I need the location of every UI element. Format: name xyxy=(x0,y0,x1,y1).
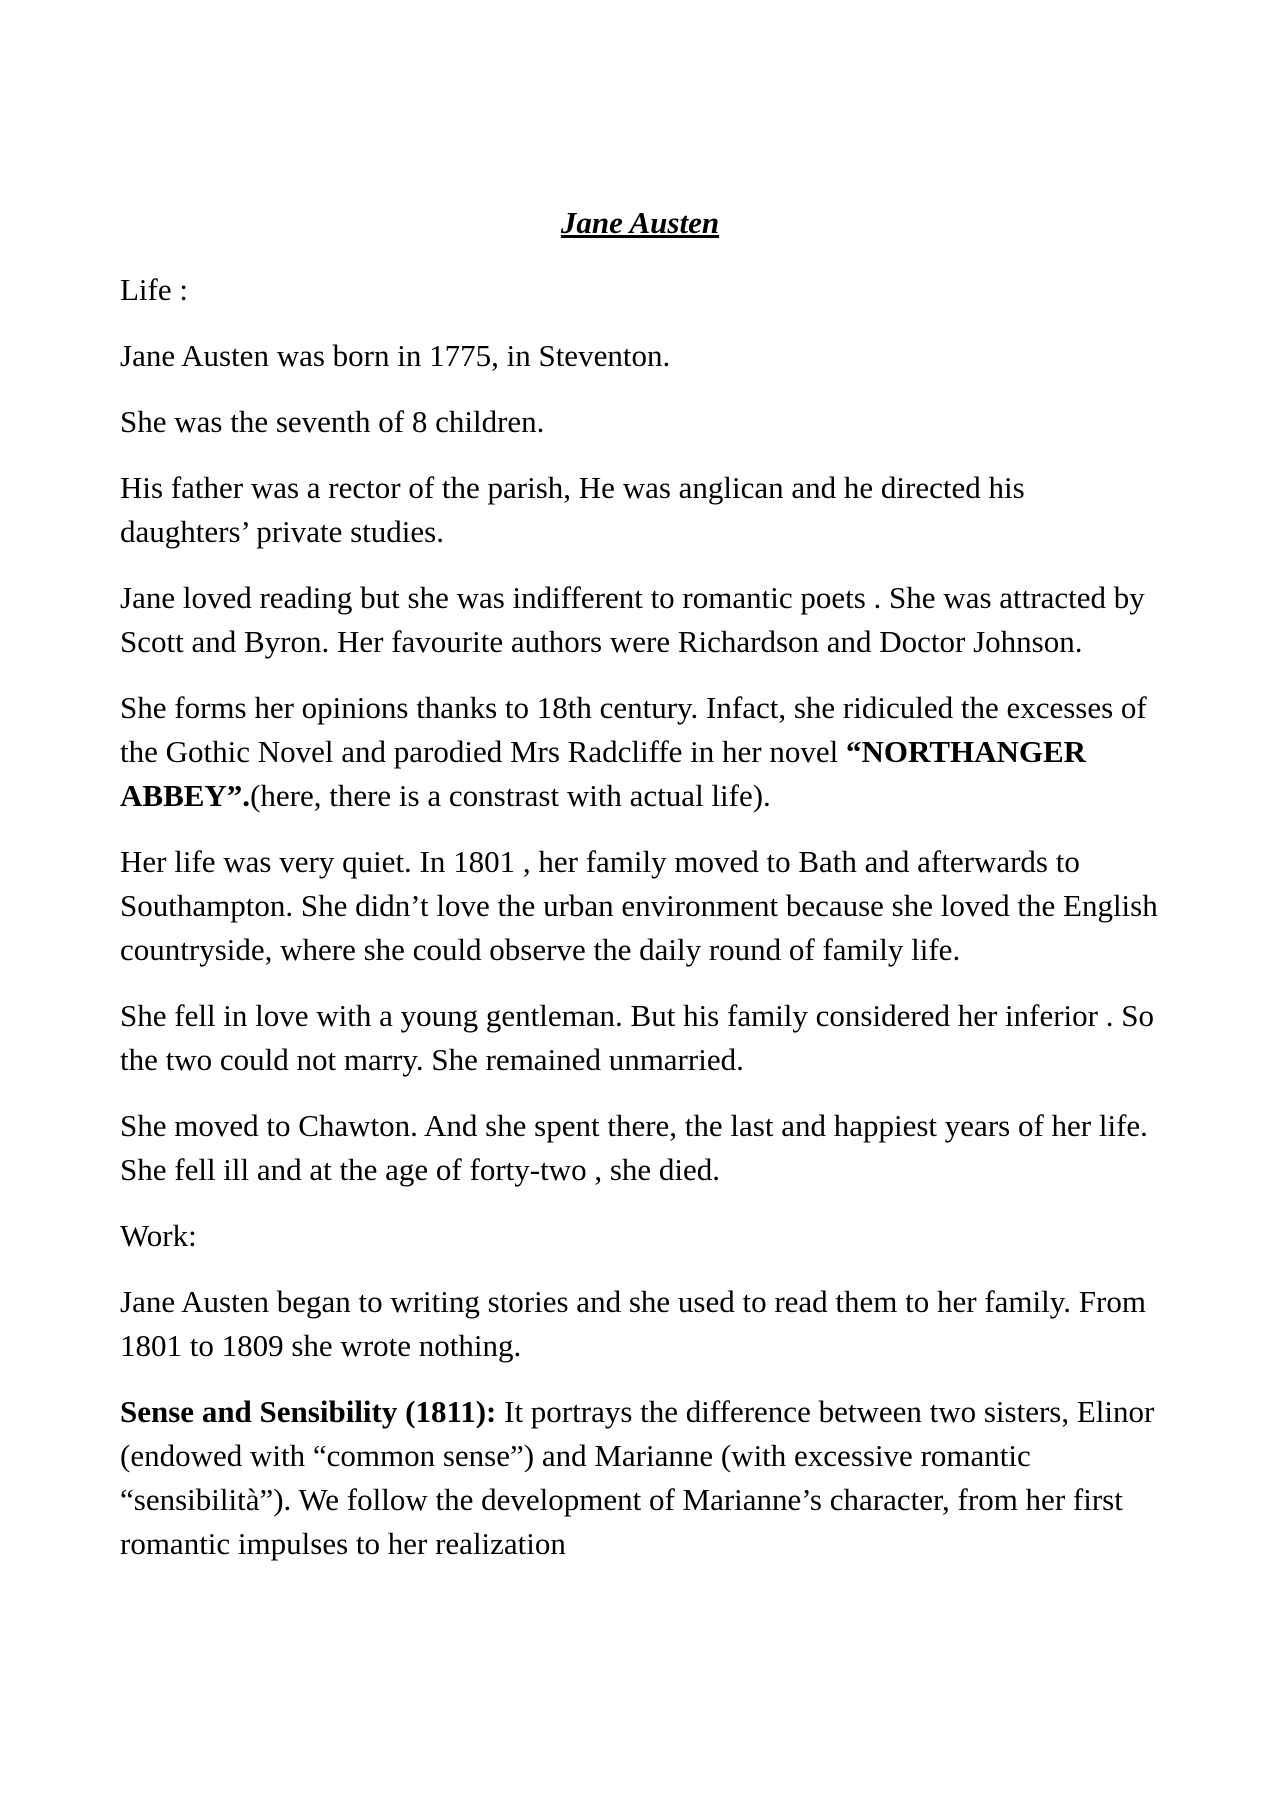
life-heading: Life : xyxy=(120,272,188,307)
work-heading: Work: xyxy=(120,1218,197,1253)
paragraph-love: She fell in love with a young gentleman. But his family considered her inferior . So the two could not marry. She remained unmarried. xyxy=(120,998,1154,1077)
novel-title-northanger-abbey: “NORTHANGER ABBEY”. xyxy=(120,734,1087,813)
opinions-text-end: (here, there is a constrast with actual life). xyxy=(250,778,771,813)
sense-and-sensibility-text: It portrays the difference between two sisters, Elinor (endowed with “common sense”) and Marianne (with excessive romantic “sensibilità”). We follow the development of Marianne’s character, from her first romantic impulses to her realization xyxy=(120,1394,1155,1561)
paragraph-birth: Jane Austen was born in 1775, in Steventon. xyxy=(120,338,671,373)
paragraph-reading: Jane loved reading but she was indifferent to romantic poets . She was attracted by Scott and Byron. Her favourite authors were Richardson and Doctor Johnson. xyxy=(120,580,1145,659)
paragraph-quiet-life: Her life was very quiet. In 1801 , her family moved to Bath and afterwards to Southampton. She didn’t love the urban environment because she loved the English countryside, where she could observe the daily round of family life. xyxy=(120,844,1158,967)
paragraph-writing: Jane Austen began to writing stories and she used to read them to her family. From 1801 to 1809 she wrote nothing. xyxy=(120,1284,1146,1363)
paragraph-opinions xyxy=(120,686,1160,818)
opinions-text: She forms her opinions thanks to 18th century. Infact, she ridiculed the excesses of the Gothic Novel and parodied Mrs Radcliffe in her novel xyxy=(120,690,1147,769)
paragraph-children: She was the seventh of 8 children. xyxy=(120,404,545,439)
document-title: Jane Austen xyxy=(560,205,720,240)
novel-title-sense-and-sensibility: Sense and Sensibility (1811): xyxy=(120,1394,497,1429)
paragraph-sense-and-sensibility xyxy=(120,1390,1160,1566)
paragraph-chawton: She moved to Chawton. And she spent there, the last and happiest years of her life. She fell ill and at the age of forty-two , she died. xyxy=(120,1108,1148,1187)
paragraph-father: His father was a rector of the parish, He was anglican and he directed his daughters’ private studies. xyxy=(120,470,1025,549)
